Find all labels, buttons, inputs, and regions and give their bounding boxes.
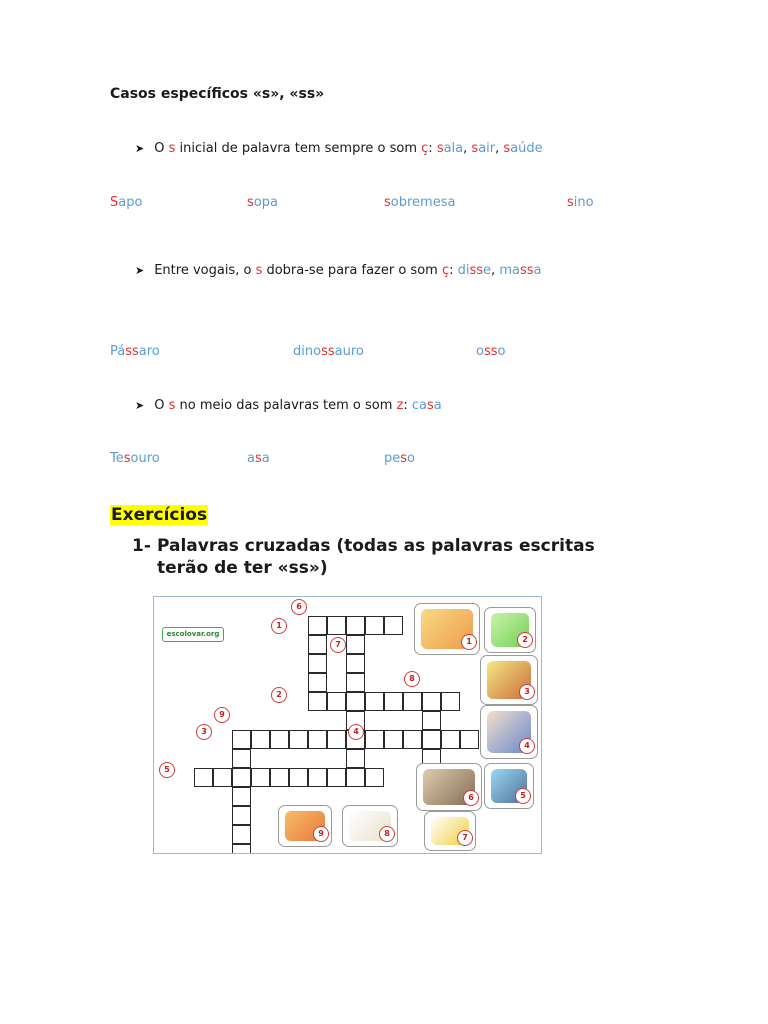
clue-picture: [424, 811, 476, 851]
arrow-bullet-icon: ➤: [135, 264, 145, 277]
clue-number: 1: [271, 618, 287, 634]
crossword-cell[interactable]: [270, 730, 289, 749]
clue-number: 3: [519, 684, 535, 700]
crossword-cell[interactable]: [460, 730, 479, 749]
crossword-cell[interactable]: [327, 730, 346, 749]
crossword-cell[interactable]: [308, 654, 327, 673]
crossword-cell[interactable]: [232, 806, 251, 825]
crossword-cell[interactable]: [194, 768, 213, 787]
crossword-cell[interactable]: [232, 730, 251, 749]
crossword-cell[interactable]: [346, 635, 365, 654]
example-word: peso: [384, 451, 415, 466]
clue-number: 5: [515, 788, 531, 804]
crossword-cell[interactable]: [422, 711, 441, 730]
crossword-cell[interactable]: [232, 787, 251, 806]
clue-number: 6: [291, 599, 307, 615]
clue-number: 3: [196, 724, 212, 740]
crossword-cell[interactable]: [308, 768, 327, 787]
crossword-cell[interactable]: [346, 673, 365, 692]
clue-picture: [484, 607, 536, 653]
crossword-cell[interactable]: [251, 730, 270, 749]
clue-number: 7: [457, 830, 473, 846]
clue-picture: [342, 805, 398, 847]
example-word: dinossauro: [293, 344, 364, 359]
crossword-cell[interactable]: [232, 825, 251, 844]
example-word: sino: [567, 195, 594, 210]
crossword-cell[interactable]: [422, 692, 441, 711]
example-word: Pássaro: [110, 344, 160, 359]
crossword-cell[interactable]: [422, 730, 441, 749]
question-1-number: 1-: [132, 536, 151, 556]
arrow-bullet-icon: ➤: [135, 399, 145, 412]
example-word: Sapo: [110, 195, 143, 210]
example-word: osso: [476, 344, 506, 359]
example-word: sobremesa: [384, 195, 456, 210]
clue-number: 4: [348, 724, 364, 740]
crossword-cell[interactable]: [346, 654, 365, 673]
crossword-cell[interactable]: [441, 692, 460, 711]
rule-3: ➤ O s no meio das palavras tem o som z: casa: [135, 398, 442, 413]
example-word: Tesouro: [110, 451, 160, 466]
rule-2: ➤ Entre vogais, o s dobra-se para fazer o som ç: disse, massa: [135, 263, 542, 278]
crossword-cell[interactable]: [213, 768, 232, 787]
clue-number: 5: [159, 762, 175, 778]
crossword-cell[interactable]: [384, 730, 403, 749]
crossword-cell[interactable]: [365, 768, 384, 787]
clue-picture: [480, 655, 538, 705]
crossword-cell[interactable]: [308, 692, 327, 711]
example-word: asa: [247, 451, 270, 466]
crossword-cell[interactable]: [270, 768, 289, 787]
clue-number: 9: [214, 707, 230, 723]
clue-number: 1: [461, 634, 477, 650]
crossword-cell[interactable]: [441, 730, 460, 749]
exercises-heading: Exercícios: [111, 505, 208, 525]
clue-number: 4: [519, 738, 535, 754]
clue-number: 9: [313, 826, 329, 842]
clue-picture: [416, 763, 482, 811]
crossword-cell[interactable]: [384, 692, 403, 711]
clue-number: 2: [271, 687, 287, 703]
crossword-cell[interactable]: [346, 692, 365, 711]
crossword-cell[interactable]: [365, 616, 384, 635]
crossword-cell[interactable]: [403, 730, 422, 749]
crossword-cell[interactable]: [308, 673, 327, 692]
crossword-cell[interactable]: [403, 692, 422, 711]
crossword-cell[interactable]: [365, 730, 384, 749]
clue-picture: [480, 705, 538, 759]
crossword-cell[interactable]: [289, 768, 308, 787]
crossword-cell[interactable]: [232, 749, 251, 768]
clue-number: 7: [330, 637, 346, 653]
question-1-line-1: Palavras cruzadas (todas as palavras escritas: [157, 536, 595, 556]
clue-picture: [414, 603, 480, 655]
crossword-cell[interactable]: [232, 844, 251, 854]
crossword-cell[interactable]: [327, 692, 346, 711]
question-1-line-2: terão de ter «ss»): [157, 558, 328, 578]
clue-number: 2: [517, 632, 533, 648]
site-logo: escolovar.org: [162, 627, 224, 642]
crossword-puzzle: [153, 596, 542, 854]
crossword-cell[interactable]: [346, 768, 365, 787]
clue-picture: [278, 805, 332, 847]
crossword-cell[interactable]: [327, 616, 346, 635]
crossword-cell[interactable]: [365, 692, 384, 711]
crossword-cell[interactable]: [308, 730, 327, 749]
crossword-cell[interactable]: [384, 616, 403, 635]
rule-1: ➤ O s inicial de palavra tem sempre o som ç: sala, sair, saúde: [135, 141, 543, 156]
crossword-cell[interactable]: [289, 730, 308, 749]
clue-number: 6: [463, 790, 479, 806]
clue-number: 8: [404, 671, 420, 687]
page-heading: Casos específicos «s», «ss»: [110, 86, 325, 102]
example-word: sopa: [247, 195, 278, 210]
crossword-cell[interactable]: [251, 768, 270, 787]
crossword-cell[interactable]: [327, 768, 346, 787]
crossword-cell[interactable]: [346, 616, 365, 635]
crossword-cell[interactable]: [308, 635, 327, 654]
crossword-cell[interactable]: [308, 616, 327, 635]
crossword-cell[interactable]: [232, 768, 251, 787]
clue-number: 8: [379, 826, 395, 842]
crossword-cell[interactable]: [346, 749, 365, 768]
arrow-bullet-icon: ➤: [135, 142, 145, 155]
clue-picture: [484, 763, 534, 809]
